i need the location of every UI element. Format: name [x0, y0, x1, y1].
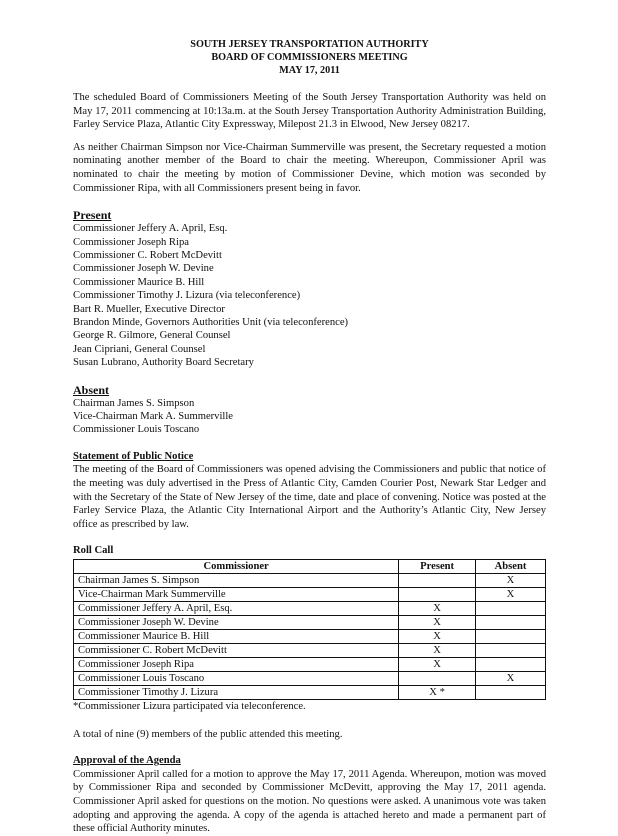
table-row: [74, 658, 546, 672]
minutes-page: [73, 38, 546, 836]
present-mark-cell: X *: [399, 686, 476, 700]
present-list-item: Commissioner C. Robert McDevitt: [73, 249, 222, 261]
present-list-item: Brandon Minde, Governors Authorities Unit (via teleconference): [73, 317, 349, 328]
absent-mark-cell: X: [476, 672, 546, 686]
table-row: [74, 588, 546, 602]
commissioner-name-cell: Commissioner Timothy J. Lizura: [74, 686, 399, 700]
column-header-present: Present: [399, 560, 476, 574]
absent-mark-cell: [476, 630, 546, 644]
present-list-item: Commissioner Joseph Ripa: [73, 236, 189, 248]
commissioner-name-cell: Commissioner Joseph W. Devine: [74, 616, 399, 630]
present-mark-cell: X: [399, 658, 476, 672]
absent-mark-cell: X: [476, 588, 546, 602]
commissioner-name-cell: Commissioner C. Robert McDevitt: [74, 644, 399, 658]
roll-call-body: [74, 574, 546, 700]
commissioner-name-cell: Commissioner Maurice B. Hill: [74, 630, 399, 644]
table-row: [74, 630, 546, 644]
present-list-item: Commissioner Maurice B. Hill: [73, 276, 205, 288]
present-list-item: Commissioner Joseph W. Devine: [73, 263, 214, 275]
present-mark-cell: X: [399, 602, 476, 616]
agenda-heading: Approval of the Agenda: [73, 755, 181, 767]
table-row: [74, 616, 546, 630]
public-notice-text: The meeting of the Board of Commissioners was opened advising the Commissioners and public that notice of the meeting was duly advertised in the Press of Atlantic City, Camden Courier Post, Newark Star Ledger and with the Secretary of the State of New Jersey of the time, date and place of convening. Notice was posted at the Farley Service Plaza, the Atlantic City International Airport and the Authority’s Atlantic City, New Jersey office as prescribed by law.: [73, 464, 546, 530]
present-list-item: George R. Gilmore, General Counsel: [73, 330, 231, 342]
present-list: [73, 222, 546, 369]
public-notice-heading: Statement of Public Notice: [73, 450, 194, 462]
title-authority: SOUTH JERSEY TRANSPORTATION AUTHORITY: [190, 39, 429, 50]
absent-mark-cell: [476, 602, 546, 616]
present-mark-cell: [399, 574, 476, 588]
absent-heading: Absent: [73, 382, 110, 397]
absent-mark-cell: [476, 616, 546, 630]
agenda-text: Commissioner April called for a motion to approve the May 17, 2011 Agenda. Whereupon, motion was moved by Commissioner Ripa and seconded by Commissioner McDevitt, approving the May 17, 2011 agenda. Commissioner April asked for questions on the motion. No questions were asked. A unanimous vote was taken adopting and approving the agenda. A copy of the agenda is attached hereto and made a permanent part of these official Authority minutes.: [73, 768, 546, 835]
column-header-absent: Absent: [476, 560, 546, 574]
commissioner-name-cell: Commissioner Joseph Ripa: [74, 658, 399, 672]
absent-mark-cell: [476, 686, 546, 700]
table-row: [74, 644, 546, 658]
present-list-item: Jean Cipriani, General Counsel: [73, 343, 206, 355]
absent-list: [73, 397, 546, 437]
present-list-item: Susan Lubrano, Authority Board Secretary: [73, 357, 254, 369]
intro-paragraph: The scheduled Board of Commissioners Meeting of the South Jersey Transportation Authority was held on May 17, 2011 commencing at 10:13a.m. at the South Jersey Transportation Authority Administration Building, Farley Service Plaza, Atlantic City Expressway, Milepost 21.3 in Elwood, New Jersey 08217.: [73, 92, 546, 131]
absent-mark-cell: X: [476, 574, 546, 588]
present-list-item: Bart R. Mueller, Executive Director: [73, 303, 225, 315]
table-row: [74, 686, 546, 700]
commissioner-name-cell: Chairman James S. Simpson: [74, 574, 399, 588]
absent-list-item: Chairman James S. Simpson: [73, 397, 195, 409]
absent-list-item: Commissioner Louis Toscano: [73, 424, 200, 436]
commissioner-name-cell: Commissioner Louis Toscano: [74, 672, 399, 686]
present-list-item: Commissioner Timothy J. Lizura (via teleconference): [73, 290, 301, 302]
column-header-commissioner: Commissioner: [74, 560, 399, 574]
present-list-item: Commissioner Jeffery A. April, Esq.: [73, 223, 228, 235]
absent-mark-cell: [476, 658, 546, 672]
table-row: [74, 672, 546, 686]
absent-mark-cell: [476, 644, 546, 658]
chair-paragraph: As neither Chairman Simpson nor Vice-Chairman Summerville was present, the Secretary requested a motion nominating another member of the Board to chair the meeting. Whereupon, Commissioner April was nominated to chair the meeting by motion of Commissioner Devine, which motion was seconded by Commissioner Ripa, with all Commissioners present being in favor.: [73, 141, 546, 194]
present-mark-cell: [399, 588, 476, 602]
title-meeting: BOARD OF COMMISSIONERS MEETING: [211, 52, 408, 63]
document-title: [73, 38, 546, 77]
commissioner-name-cell: Commissioner Jeffery A. April, Esq.: [74, 602, 399, 616]
roll-call-header-row: [74, 560, 546, 574]
roll-call-heading: Roll Call: [73, 545, 114, 557]
table-row: [74, 574, 546, 588]
present-mark-cell: X: [399, 630, 476, 644]
title-date: MAY 17, 2011: [279, 65, 340, 76]
present-heading: Present: [73, 208, 112, 223]
present-mark-cell: X: [399, 644, 476, 658]
roll-call-table: [73, 559, 546, 700]
commissioner-name-cell: Vice-Chairman Mark Summerville: [74, 588, 399, 602]
present-mark-cell: X: [399, 616, 476, 630]
public-attendance: A total of nine (9) members of the public attended this meeting.: [73, 728, 343, 740]
roll-call-footnote: *Commissioner Lizura participated via teleconference.: [73, 701, 306, 712]
absent-list-item: Vice-Chairman Mark A. Summerville: [73, 411, 233, 423]
present-mark-cell: [399, 672, 476, 686]
table-row: [74, 602, 546, 616]
